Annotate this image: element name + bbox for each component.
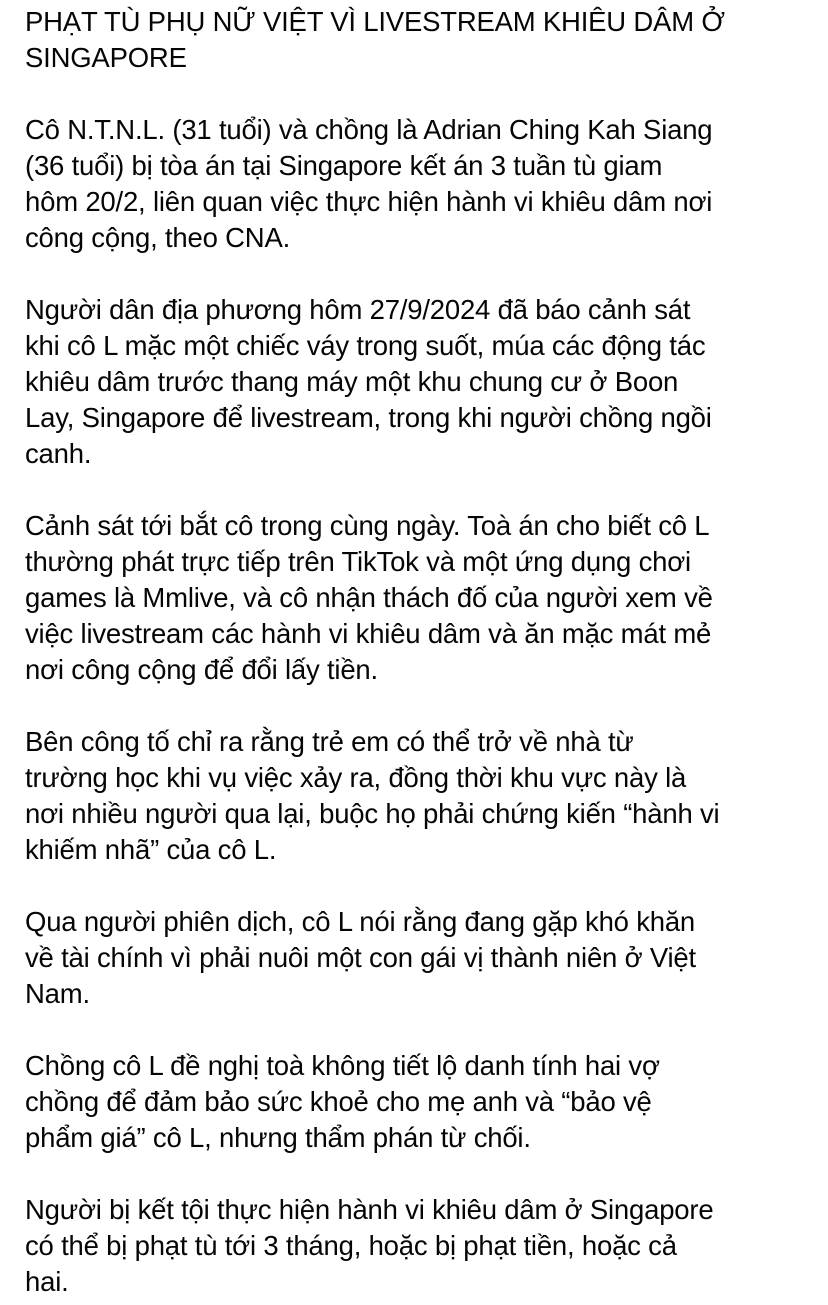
post-body (25, 4, 815, 1300)
paragraph-line: trường học khi vụ việc xảy ra, đồng thời khu vực này là (25, 762, 687, 793)
post-paragraph (25, 904, 815, 1012)
paragraph-line: nơi nhiều người qua lại, buộc họ phải chứng kiến “hành vi (25, 798, 720, 829)
post-title-line: SINGAPORE (25, 42, 187, 73)
paragraph-line: chồng để đảm bảo sức khoẻ cho mẹ anh và “bảo vệ (25, 1086, 652, 1117)
paragraph-line: hôm 20/2, liên quan việc thực hiện hành vi khiêu dâm nơi (25, 186, 713, 217)
paragraph-line: Nam. (25, 978, 90, 1009)
paragraph-line: hai. (25, 1266, 69, 1297)
post-paragraph (25, 1192, 815, 1300)
post-paragraph (25, 724, 815, 868)
paragraph-line: về tài chính vì phải nuôi một con gái vị thành niên ở Việt (25, 942, 696, 973)
post-paragraph (25, 508, 815, 688)
paragraph-line: khiêu dâm trước thang máy một khu chung cư ở Boon (25, 366, 679, 397)
paragraph-line: Bên công tố chỉ ra rằng trẻ em có thể trở về nhà từ (25, 726, 634, 757)
post-paragraph (25, 1048, 815, 1156)
post-paragraph (25, 292, 815, 472)
paragraph-line: (36 tuổi) bị tòa án tại Singapore kết án 3 tuần tù giam (25, 150, 663, 181)
paragraph-line: Cảnh sát tới bắt cô trong cùng ngày. Toà án cho biết cô L (25, 510, 710, 541)
post-paragraph (25, 112, 815, 256)
paragraph-line: Người dân địa phương hôm 27/9/2024 đã báo cảnh sát (25, 294, 691, 325)
paragraph-line: Qua người phiên dịch, cô L nói rằng đang gặp khó khăn (25, 906, 696, 937)
paragraph-line: việc livestream các hành vi khiêu dâm và ăn mặc mát mẻ (25, 618, 712, 649)
paragraph-line: nơi công cộng để đổi lấy tiền. (25, 654, 378, 685)
post-title-line: PHẠT TÙ PHỤ NỮ VIỆT VÌ LIVESTREAM KHIÊU DÂM Ở (25, 6, 725, 37)
paragraph-line: phẩm giá” cô L, nhưng thẩm phán từ chối. (25, 1122, 531, 1153)
paragraph-line: Người bị kết tội thực hiện hành vi khiêu dâm ở Singapore (25, 1194, 714, 1225)
paragraph-line: thường phát trực tiếp trên TikTok và một ứng dụng chơi (25, 546, 691, 577)
paragraph-line: Chồng cô L đề nghị toà không tiết lộ danh tính hai vợ (25, 1050, 660, 1081)
paragraph-line: games là Mmlive, và cô nhận thách đố của người xem về (25, 582, 713, 613)
paragraph-line: có thể bị phạt tù tới 3 tháng, hoặc bị phạt tiền, hoặc cả (25, 1230, 677, 1261)
paragraph-line: công cộng, theo CNA. (25, 222, 291, 253)
paragraph-line: Lay, Singapore để livestream, trong khi người chồng ngồi (25, 402, 712, 433)
paragraph-line: khi cô L mặc một chiếc váy trong suốt, múa các động tác (25, 330, 706, 361)
post-title (25, 4, 815, 76)
paragraph-line: canh. (25, 438, 92, 469)
paragraph-line: khiếm nhã” của cô L. (25, 834, 277, 865)
paragraph-line: Cô N.T.N.L. (31 tuổi) và chồng là Adrian Ching Kah Siang (25, 114, 713, 145)
